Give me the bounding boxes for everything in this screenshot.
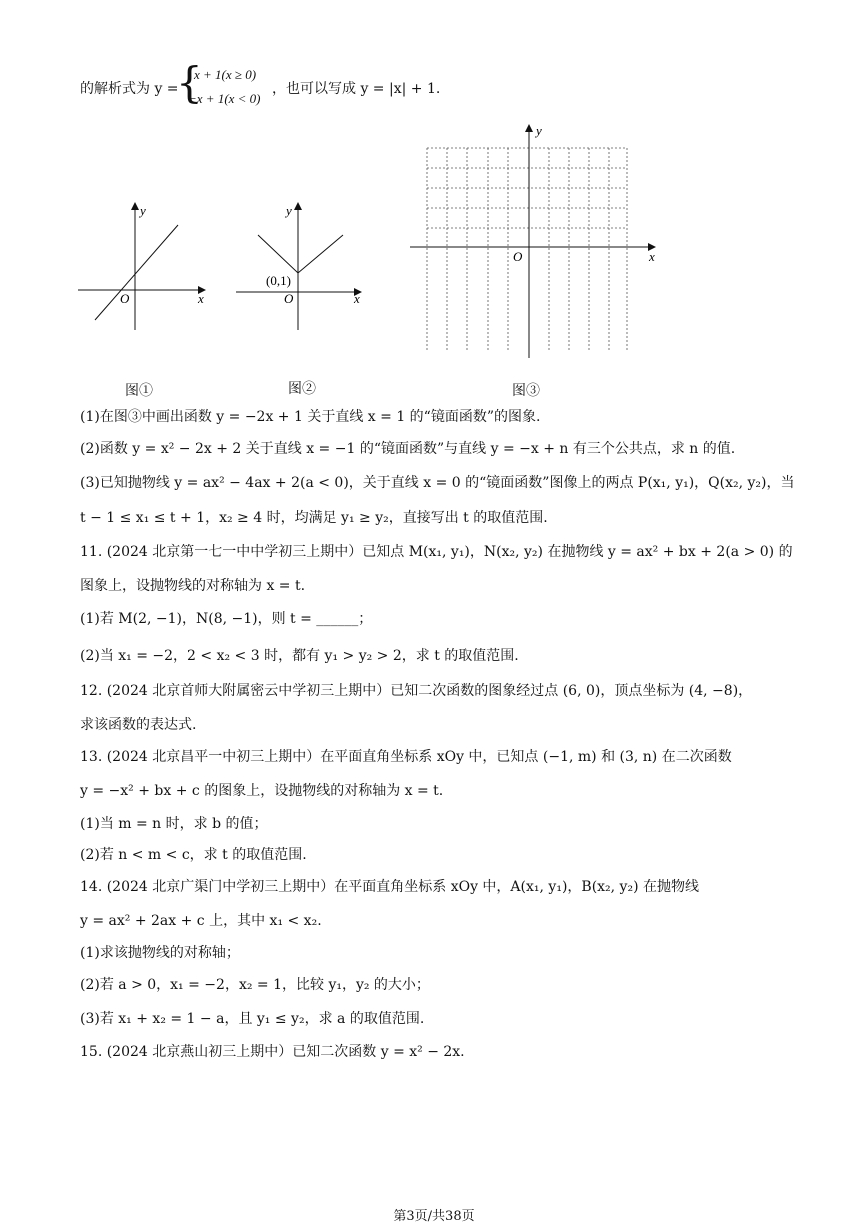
q12-stem-cont: 求该函数的表达式. (80, 717, 197, 733)
figure-three-grid (405, 120, 665, 365)
piece-two: −x + 1(x < 0) (188, 91, 261, 106)
q10-part2: (2)函数 y = x² − 2x + 2 关于直线 x = −1 的“镜面函数”与直线 y = −x + n 有三个公共点，求 n 的值. (80, 441, 736, 457)
q10-part1: (1)在图③中画出函数 y = −2x + 1 关于直线 x = 1 的“镜面函数”的图象. (80, 409, 541, 425)
q14-part3: (3)若 x₁ + x₂ = 1 − a，且 y₁ ≤ y₂，求 a 的取值范围. (80, 1011, 425, 1027)
brace-symbol: { (176, 58, 203, 107)
q11-part1: (1)若 M(2, −1)，N(8, −1)，则 t = ______； (80, 611, 373, 627)
origin-label: O (513, 249, 523, 264)
piece-one: x + 1(x ≥ 0) (194, 67, 257, 82)
q15-stem: 15. (2024 北京燕山初三上期中）已知二次函数 y = x² − 2x. (80, 1044, 465, 1060)
q11-stem-cont: 图象上，设抛物线的对称轴为 x = t. (80, 578, 306, 594)
q13-stem: 13. (2024 北京昌平一中初三上期中）在平面直角坐标系 xOy 中，已知点 (−1, m) 和 (3, n) 在二次函数 (80, 749, 732, 765)
figure-two-caption: 图② (288, 381, 316, 397)
origin-label: O (120, 291, 130, 306)
y-label: y (140, 203, 146, 218)
q13-part2: (2)若 n < m < c，求 t 的取值范围. (80, 847, 307, 863)
figure-two-graph (228, 195, 378, 335)
origin-label: O (284, 291, 294, 306)
q11-part2: (2)当 x₁ = −2，2 < x₂ < 3 时，都有 y₁ > y₂ > 2，求 t 的取值范围. (80, 648, 519, 664)
q11-stem: 11. (2024 北京第一七一中中学初三上期中）已知点 M(x₁, y₁)，N(x₂, y₂) 在抛物线 y = ax² + bx + 2(a > 0) 的 (80, 544, 793, 560)
q13-part1: (1)当 m = n 时，求 b 的值； (80, 816, 268, 832)
x-label: x (354, 291, 360, 306)
y-label: y (286, 203, 292, 218)
q14-part2: (2)若 a > 0，x₁ = −2，x₂ = 1，比较 y₁，y₂ 的大小； (80, 977, 430, 993)
point-label: (0,1) (266, 273, 291, 288)
q14-stem: 14. (2024 北京广渠门中学初三上期中）在平面直角坐标系 xOy 中，A(x₁, y₁)，B(x₂, y₂) 在抛物线 (80, 879, 699, 895)
y-label: y (536, 123, 542, 138)
page-footer: 第3页/共38页 (393, 1209, 475, 1224)
intro-prefix: 的解析式为 y = (80, 81, 179, 97)
intro-suffix: ，也可以写成 y = |x| + 1. (272, 81, 441, 97)
line-graph (95, 225, 178, 320)
x-label: x (649, 249, 655, 264)
figure-one-graph (70, 195, 220, 335)
q10-part3: (3)已知抛物线 y = ax² − 4ax + 2(a < 0)，关于直线 x = 0 的“镜面函数”图像上的两点 P(x₁, y₁)，Q(x₂, y₂)，当 (80, 475, 795, 491)
abs-graph (258, 235, 343, 273)
q13-stem-cont: y = −x² + bx + c 的图象上，设抛物线的对称轴为 x = t. (80, 783, 444, 799)
q14-part1: (1)求该抛物线的对称轴； (80, 945, 240, 961)
q10-part3-cont: t − 1 ≤ x₁ ≤ t + 1，x₂ ≥ 4 时，均满足 y₁ ≥ y₂，直接写出 t 的取值范围. (80, 510, 548, 526)
q14-stem-cont: y = ax² + 2ax + c 上，其中 x₁ < x₂. (80, 913, 322, 929)
x-label: x (198, 291, 204, 306)
figure-one-caption: 图① (125, 383, 153, 399)
figure-three-caption: 图③ (512, 383, 540, 399)
q12-stem: 12. (2024 北京首师大附属密云中学初三上期中）已知二次函数的图象经过点 (6, 0)，顶点坐标为 (4, −8)， (80, 683, 753, 699)
